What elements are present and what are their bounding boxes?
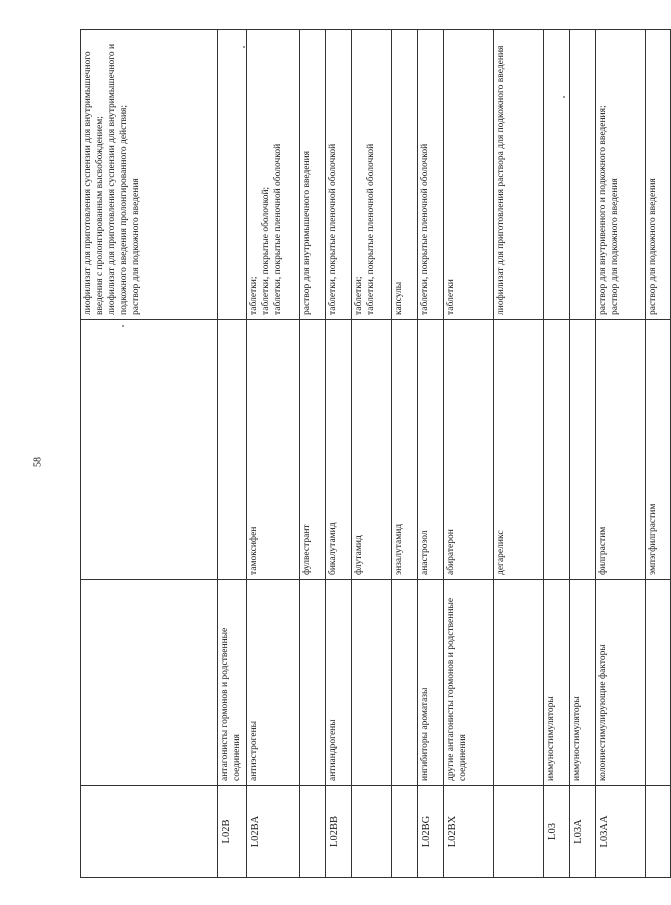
group-cell: иммуностимуляторы	[569, 580, 595, 786]
substance-cell: эмпэгфилграстим	[645, 320, 670, 580]
dosage-forms-cell	[81, 30, 218, 320]
dosage-form: таблетки;	[353, 276, 364, 315]
table-row	[299, 30, 325, 878]
substance-cell: фулвестрант	[299, 320, 325, 580]
dosage-form: таблетки	[445, 279, 456, 315]
group-cell: другие антагонисты гормонов и родственные соединения	[443, 580, 493, 786]
table-row	[543, 30, 569, 878]
group-cell	[493, 580, 543, 786]
page-number: 58	[32, 457, 44, 467]
group-cell: колониестимулирующие факторы	[595, 580, 645, 786]
substance-cell	[81, 320, 218, 580]
table-body	[81, 30, 671, 878]
table-row	[443, 30, 493, 878]
dosage-forms-cell	[443, 30, 493, 320]
code-cell	[645, 786, 670, 878]
code-cell	[493, 786, 543, 878]
code-cell: L03A	[569, 786, 595, 878]
substance-cell: бикалутамид	[325, 320, 351, 580]
drug-table-frame	[80, 30, 658, 878]
code-cell: L02BG	[417, 786, 443, 878]
group-cell	[391, 580, 417, 786]
dosage-forms-cell	[351, 30, 391, 320]
table-row	[325, 30, 351, 878]
dosage-forms-cell	[246, 30, 299, 320]
dosage-forms-cell	[218, 30, 247, 320]
substance-cell: энзалутамид	[391, 320, 417, 580]
dosage-form: лиофилизат для приготовления суспензии для внутримышечного введения с пролонгированным высвобождением;	[83, 51, 105, 315]
code-cell: L03	[543, 786, 569, 878]
substance-cell: тамоксифен	[246, 320, 299, 580]
substance-cell: филграстим	[595, 320, 645, 580]
dosage-form: лиофилизат для приготовления суспензии для внутримышечного и подкожного введения пролонгированного действия;	[106, 43, 129, 315]
table-row	[493, 30, 543, 878]
group-cell: антиэстрогены	[246, 580, 299, 786]
substance-cell: анастрозол	[417, 320, 443, 580]
group-cell: антиандрогены	[325, 580, 351, 786]
dosage-form: раствор для подкожного введения	[647, 178, 658, 315]
substance-cell	[218, 320, 247, 580]
group-cell: ингибиторы ароматазы	[417, 580, 443, 786]
dosage-form: таблетки, покрытые пленочной оболочкой	[419, 143, 430, 315]
group-cell	[299, 580, 325, 786]
group-cell	[645, 580, 670, 786]
drug-classification-table	[80, 29, 671, 878]
code-cell: L02B	[218, 786, 247, 878]
group-cell: антагонисты гормонов и родственные соединения	[218, 580, 247, 786]
dosage-forms-cell	[543, 30, 569, 320]
dosage-form: таблетки, покрытые пленочной оболочкой	[272, 143, 283, 315]
dosage-form: раствор для внутримышечного введения	[301, 150, 312, 315]
dosage-forms-cell	[595, 30, 645, 320]
dosage-form: раствор для подкожного введения	[609, 178, 620, 315]
dosage-form: лиофилизат для приготовления раствора для подкожного введения	[495, 45, 506, 315]
code-cell	[391, 786, 417, 878]
dosage-form: таблетки, покрытые оболочкой;	[260, 186, 271, 315]
dosage-forms-cell	[299, 30, 325, 320]
dosage-forms-cell	[417, 30, 443, 320]
dosage-form: таблетки, покрытые пленочной оболочкой	[365, 143, 376, 315]
group-cell: иммуностимуляторы	[543, 580, 569, 786]
dosage-form: капсулы	[393, 281, 404, 315]
substance-cell: флутамид	[351, 320, 391, 580]
table-row	[417, 30, 443, 878]
dosage-forms-cell	[493, 30, 543, 320]
table-row	[246, 30, 299, 878]
table-row	[218, 30, 247, 878]
table-row	[351, 30, 391, 878]
dosage-form: раствор для подкожного введения	[130, 178, 141, 315]
substance-cell: абиратерон	[443, 320, 493, 580]
group-cell	[351, 580, 391, 786]
dosage-forms-cell	[645, 30, 670, 320]
code-cell	[81, 786, 218, 878]
dosage-forms-cell	[391, 30, 417, 320]
table-row	[391, 30, 417, 878]
substance-cell: дегареликс	[493, 320, 543, 580]
dosage-form: таблетки;	[248, 276, 259, 315]
code-cell: L02BB	[325, 786, 351, 878]
code-cell	[351, 786, 391, 878]
code-cell	[299, 786, 325, 878]
dosage-form: раствор для внутривенного и подкожного введения;	[597, 105, 608, 315]
code-cell: L02BX	[443, 786, 493, 878]
dosage-form: таблетки, покрытые пленочной оболочкой	[327, 143, 338, 315]
dosage-forms-cell	[569, 30, 595, 320]
table-row	[595, 30, 645, 878]
code-cell: L03AA	[595, 786, 645, 878]
dosage-forms-cell	[325, 30, 351, 320]
table-row	[569, 30, 595, 878]
table-row	[81, 30, 218, 878]
group-cell	[81, 580, 218, 786]
substance-cell	[569, 320, 595, 580]
table-row	[645, 30, 670, 878]
code-cell: L02BA	[246, 786, 299, 878]
substance-cell	[543, 320, 569, 580]
